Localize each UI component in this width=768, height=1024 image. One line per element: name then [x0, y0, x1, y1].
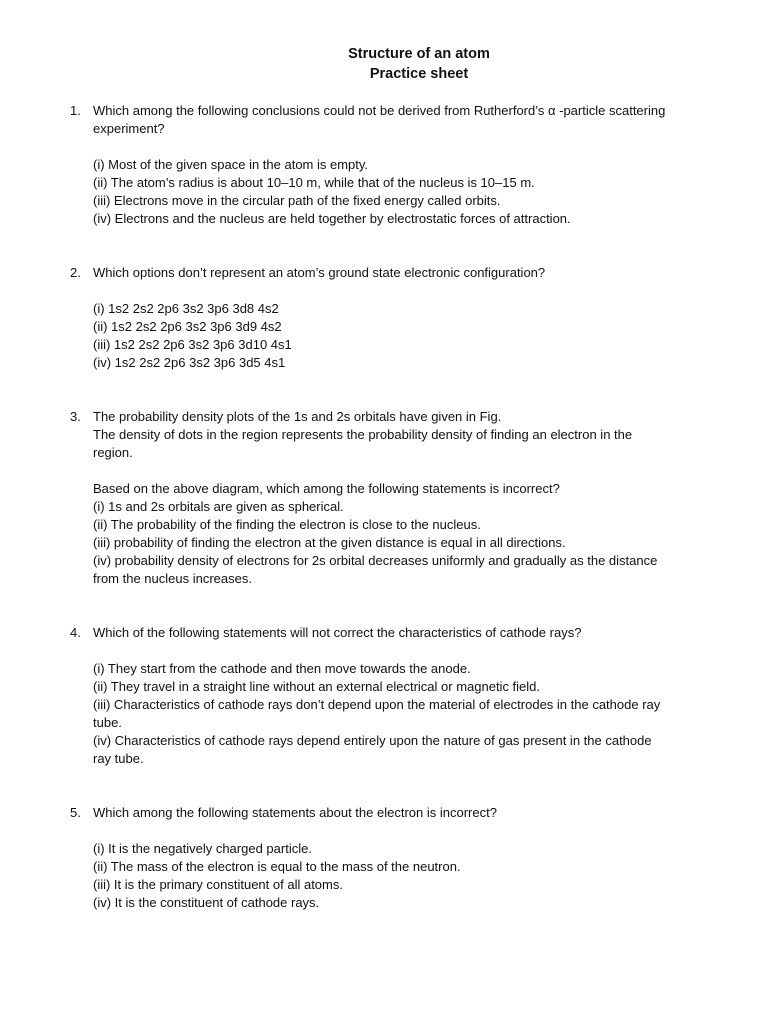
question-2 — [70, 264, 672, 372]
option-item: (iv) Electrons and the nucleus are held together by electrostatic forces of attraction. — [93, 211, 571, 226]
option-item: (ii) The probability of the finding the electron is close to the nucleus. — [93, 517, 481, 532]
page-subtitle: Practice sheet — [369, 66, 469, 82]
question-text: The probability density plots of the 1s and 2s orbitals have given in Fig. — [93, 409, 502, 424]
option-list — [93, 156, 672, 228]
page-title: Structure of an atom — [348, 46, 490, 62]
option-list — [93, 300, 672, 372]
title-block — [96, 44, 742, 84]
option-item: (iii) Electrons move in the circular path of the fixed energy called orbits. — [93, 193, 501, 208]
question-number: 3. — [70, 409, 81, 424]
option-item: (i) Most of the given space in the atom is empty. — [93, 157, 369, 172]
option-list — [93, 840, 672, 912]
option-item: (i) They start from the cathode and then move towards the anode. — [93, 661, 471, 676]
question-number: 2. — [70, 265, 81, 280]
question-number: 5. — [70, 805, 81, 820]
question-text: The density of dots in the region represents the probability density of finding an electron in the region. — [93, 427, 633, 460]
option-item: (iv) 1s2 2s2 2p6 3s2 3p6 3d5 4s1 — [93, 355, 286, 370]
question-subintro: Based on the above diagram, which among the following statements is incorrect? — [93, 481, 560, 496]
option-item: (i) 1s2 2s2 2p6 3s2 3p6 3d8 4s2 — [93, 301, 279, 316]
question-text: Which of the following statements will not correct the characteristics of cathode rays? — [93, 625, 582, 640]
option-item: (i) It is the negatively charged particle. — [93, 841, 312, 856]
option-item: (ii) The atom’s radius is about 10–10 m, while that of the nucleus is 10–15 m. — [93, 175, 535, 190]
option-item: (iii) Characteristics of cathode rays don’t depend upon the material of electrodes in the cathode ray tube. — [93, 697, 661, 730]
question-text: Which among the following statements about the electron is incorrect? — [93, 805, 497, 820]
option-item: (iv) It is the constituent of cathode rays. — [93, 895, 320, 910]
option-item: (iv) probability density of electrons for 2s orbital decreases uniformly and gradually as the distance from the nucleus increases. — [93, 553, 658, 586]
option-item: (iv) Characteristics of cathode rays depend entirely upon the nature of gas present in the cathode ray tube. — [93, 733, 652, 766]
option-item: (iii) 1s2 2s2 2p6 3s2 3p6 3d10 4s1 — [93, 337, 292, 352]
option-item: (iii) probability of finding the electron at the given distance is equal in all directions. — [93, 535, 566, 550]
option-item: (ii) They travel in a straight line without an external electrical or magnetic field. — [93, 679, 541, 694]
option-item: (i) 1s and 2s orbitals are given as spherical. — [93, 499, 344, 514]
option-item: (ii) 1s2 2s2 2p6 3s2 3p6 3d9 4s2 — [93, 319, 282, 334]
question-text: Which options don’t represent an atom’s ground state electronic configuration? — [93, 265, 546, 280]
option-list — [93, 498, 672, 588]
question-number: 4. — [70, 625, 81, 640]
question-number: 1. — [70, 103, 81, 118]
question-4 — [70, 624, 672, 768]
option-item: (iii) It is the primary constituent of all atoms. — [93, 877, 343, 892]
option-list — [93, 660, 672, 768]
question-3 — [70, 408, 672, 588]
option-item: (ii) The mass of the electron is equal to the mass of the neutron. — [93, 859, 461, 874]
question-text: Which among the following conclusions could not be derived from Rutherford’s α -particle scattering experiment? — [93, 103, 666, 136]
question-5 — [70, 804, 672, 912]
question-1 — [70, 102, 672, 228]
